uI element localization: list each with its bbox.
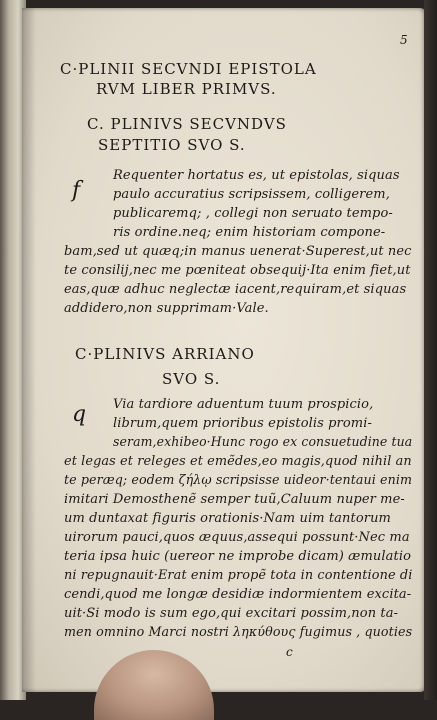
folio-number: 5	[400, 33, 408, 47]
letter2-line: men omnino Marci nostri ληκύθους fugimus , quoties	[64, 625, 413, 640]
letter1-line: publicaremq; , collegi non seruato tempo-	[113, 206, 393, 221]
letter2-line: te peræq; eodem ζήλῳ scripsisse uideor·tentaui enim	[64, 473, 413, 488]
letter1-line: eas,quæ adhuc neglectæ iacent,requiram,et siquas	[64, 282, 407, 297]
letter2-line: librum,quem prioribus epistolis promi-	[113, 416, 372, 431]
letter1-salutation-1: C. PLINIVS SECVNDVS	[87, 115, 287, 133]
letter1-line: paulo accuratius scripsissem, colligerem,	[113, 187, 390, 202]
letter2-line: et legas et releges et emẽdes,eo magis,quod nihil an	[64, 454, 412, 469]
letter1-line: bam,sed ut quæq;in manus uenerat·Superest,ut nec	[64, 244, 412, 259]
letter2-line: cendi,quod me longæ desidiæ indormientem excita-	[64, 587, 412, 602]
letter2-salutation-2: SVO S.	[162, 370, 221, 388]
letter1-line: ris ordine.neq; enim historiam compone-	[113, 225, 386, 240]
letter2-line: seram,exhibeo·Hunc rogo ex consuetudine tua	[113, 435, 413, 450]
background-edge	[424, 0, 437, 700]
letter1-dropcap: f	[72, 178, 81, 203]
letter2-line: ni repugnauit·Erat enim propẽ tota in contentione di	[64, 568, 413, 583]
book-heading-line-1: C·PLINII SECVNDI EPISTOLA	[60, 60, 317, 78]
binding-shadow	[22, 8, 36, 692]
letter1-line: addidero,non supprimam·Vale.	[64, 301, 269, 316]
book-heading-line-2: RVM LIBER PRIMVS.	[96, 80, 277, 98]
letter2-line: um duntaxat figuris orationis·Nam uim tantorum	[64, 511, 391, 526]
letter1-line: Requenter hortatus es, ut epistolas, siquas	[113, 168, 400, 183]
catchword: c	[286, 645, 293, 659]
letter2-line: uit·Si modo is sum ego,qui excitari possim,non ta-	[64, 606, 399, 621]
letter2-line: uirorum pauci,quos æquus,assequi possunt·Nec ma	[64, 530, 410, 545]
letter1-line: te consilij,nec me pœniteat obsequij·Ita enim fiet,ut	[64, 263, 411, 278]
letter2-dropcap: q	[72, 402, 87, 427]
letter1-salutation-2: SEPTITIO SVO S.	[98, 136, 246, 154]
letter2-line: teria ipsa huic (uereor ne improbe dicam) æmulatio	[64, 549, 412, 564]
letter2-salutation-1: C·PLINIVS ARRIANO	[75, 345, 255, 363]
letter2-line: imitari Demosthenẽ semper tuũ,Caluum nuper me-	[64, 492, 405, 507]
letter2-line: Via tardiore aduentum tuum prospicio,	[113, 397, 374, 412]
